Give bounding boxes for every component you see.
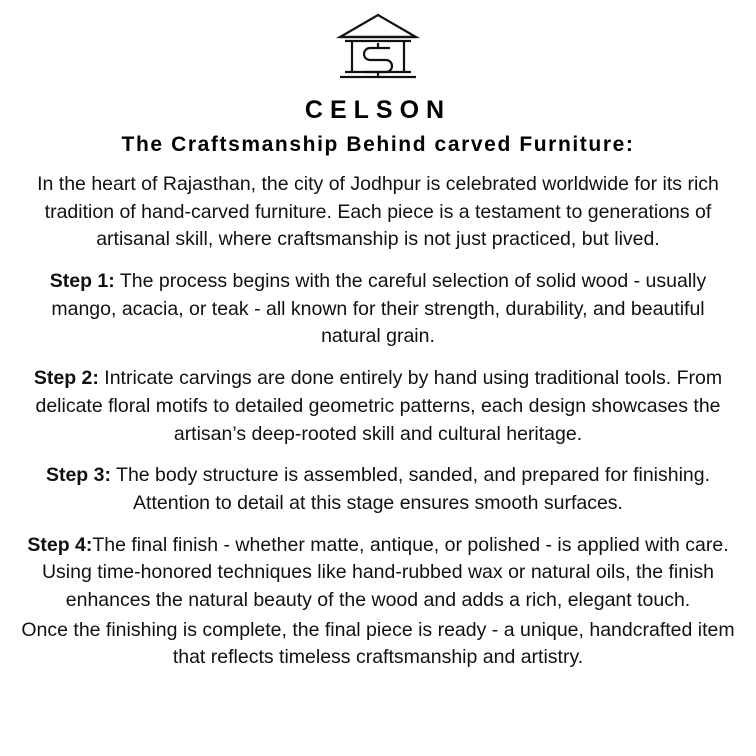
page-title: The Craftsmanship Behind carved Furniture: xyxy=(121,133,635,156)
step-1-text: The process begins with the careful selection of solid wood - usually mango, acacia, or teak - all known for their strength, durability, and beautiful natural grain. xyxy=(51,270,707,348)
step-2-paragraph xyxy=(20,365,736,448)
step-1-label: Step 1: xyxy=(49,270,115,293)
closing-paragraph: Once the finishing is complete, the final piece is ready - a unique, handcrafted item that reflects timeless craftsmanship and artistry. xyxy=(21,618,735,669)
step-4-label: Step 4: xyxy=(27,533,93,556)
step-4-paragraph xyxy=(20,532,736,615)
step-4-text: The final finish - whether matte, antique, or polished - is applied with care. Using time-honored techniques like hand-rubbed wax or natural oils, the finish enhances the natural beauty of the wood and adds a rich, elegant touch. xyxy=(41,533,729,611)
step-3-label: Step 3: xyxy=(45,464,111,487)
step-2-text: Intricate carvings are done entirely by hand using traditional tools. From delicate floral motifs to detailed geometric patterns, each design showcases the artisan’s deep-rooted skill and cultural heritage. xyxy=(35,367,723,445)
step-2-label: Step 2: xyxy=(33,367,99,390)
intro-paragraph: In the heart of Rajasthan, the city of Jodhpur is celebrated worldwide for its rich tradition of hand-carved furniture. Each piece is a testament to generations of artisanal skill, where craftsmanship is not just practiced, but lived. xyxy=(37,173,719,251)
step-3-text: The body structure is assembled, sanded, and prepared for finishing. Attention to detail at this stage ensures smooth surfaces. xyxy=(110,464,711,514)
step-3-paragraph xyxy=(20,462,736,517)
brand-logo xyxy=(330,10,426,90)
step-1-paragraph xyxy=(20,268,736,351)
house-monogram-logo-icon xyxy=(330,10,426,90)
brand-name: CELSON xyxy=(304,96,452,124)
